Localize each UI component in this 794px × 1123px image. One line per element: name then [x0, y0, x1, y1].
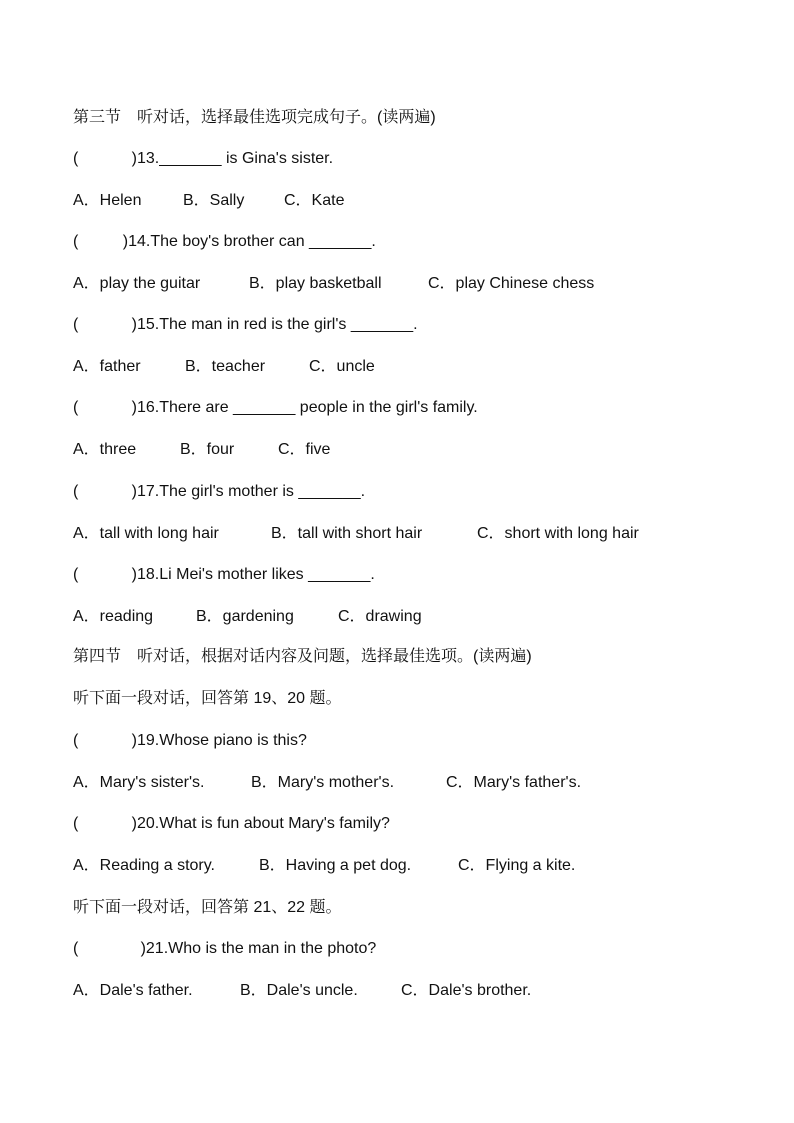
- question-15-option-a: A．father: [73, 358, 141, 375]
- question-13-options: [73, 191, 773, 211]
- question-17-options: [73, 524, 773, 544]
- question-19-option-c: C．Mary's father's.: [446, 774, 582, 791]
- question-18-option-b: B．gardening: [196, 608, 294, 625]
- question-20-option-b: B．Having a pet dog.: [259, 857, 412, 874]
- question-21-option-b: B．Dale's uncle.: [240, 982, 358, 999]
- question-21-option-c: C．Dale's brother.: [401, 982, 532, 999]
- question-19-stem: ( )19.Whose piano is this?: [73, 732, 307, 749]
- question-18-stem: ( )18.Li Mei's mother likes _______.: [73, 566, 375, 583]
- question-17-option-c: C．short with long hair: [477, 525, 639, 542]
- question-18-options: [73, 607, 773, 627]
- question-17-stem: ( )17.The girl's mother is _______.: [73, 483, 366, 500]
- question-17-option-b: B．tall with short hair: [271, 525, 423, 542]
- question-14-option-c: C．play Chinese chess: [428, 275, 595, 292]
- question-16-option-a: A．three: [73, 441, 137, 458]
- question-14-options: [73, 274, 773, 294]
- group-1-intro: 听下面一段对话，回答第 19、20 题。: [73, 690, 342, 707]
- group-2-intro: 听下面一段对话，回答第 21、22 题。: [73, 899, 342, 916]
- question-15-options: [73, 357, 773, 377]
- question-19-options: [73, 773, 773, 793]
- question-13-option-a: A．Helen: [73, 192, 142, 209]
- question-21-options: [73, 981, 773, 1001]
- question-13-option-c: C．Kate: [284, 192, 345, 209]
- question-20-options: [73, 856, 773, 876]
- question-18-option-c: C．drawing: [338, 608, 422, 625]
- question-13-option-b: B．Sally: [183, 192, 245, 209]
- question-21-stem: ( )21.Who is the man in the photo?: [73, 940, 377, 957]
- question-17-option-a: A．tall with long hair: [73, 525, 219, 542]
- question-20-option-c: C．Flying a kite.: [458, 857, 576, 874]
- section-4-heading: 第四节 听对话，根据对话内容及问题，选择最佳选项。(读两遍): [73, 648, 532, 665]
- question-19-option-a: A．Mary's sister's.: [73, 774, 205, 791]
- question-14-stem: ( )14.The boy's brother can _______.: [73, 233, 376, 250]
- question-20-stem: ( )20.What is fun about Mary's family?: [73, 815, 390, 832]
- question-13-stem: ( )13._______ is Gina's sister.: [73, 150, 334, 167]
- section-3-heading: 第三节 听对话，选择最佳选项完成句子。(读两遍): [73, 109, 436, 126]
- question-15-option-b: B．teacher: [185, 358, 266, 375]
- question-14-option-b: B．play basketball: [249, 275, 382, 292]
- question-16-options: [73, 440, 773, 460]
- question-15-stem: ( )15.The man in red is the girl's _______.: [73, 316, 418, 333]
- question-16-stem: ( )16.There are _______ people in the girl's family.: [73, 399, 478, 416]
- question-20-option-a: A．Reading a story.: [73, 857, 215, 874]
- question-15-option-c: C．uncle: [309, 358, 375, 375]
- question-21-option-a: A．Dale's father.: [73, 982, 193, 999]
- question-16-option-b: B．four: [180, 441, 235, 458]
- question-14-option-a: A．play the guitar: [73, 275, 201, 292]
- question-18-option-a: A．reading: [73, 608, 154, 625]
- question-19-option-b: B．Mary's mother's.: [251, 774, 395, 791]
- question-16-option-c: C．five: [278, 441, 331, 458]
